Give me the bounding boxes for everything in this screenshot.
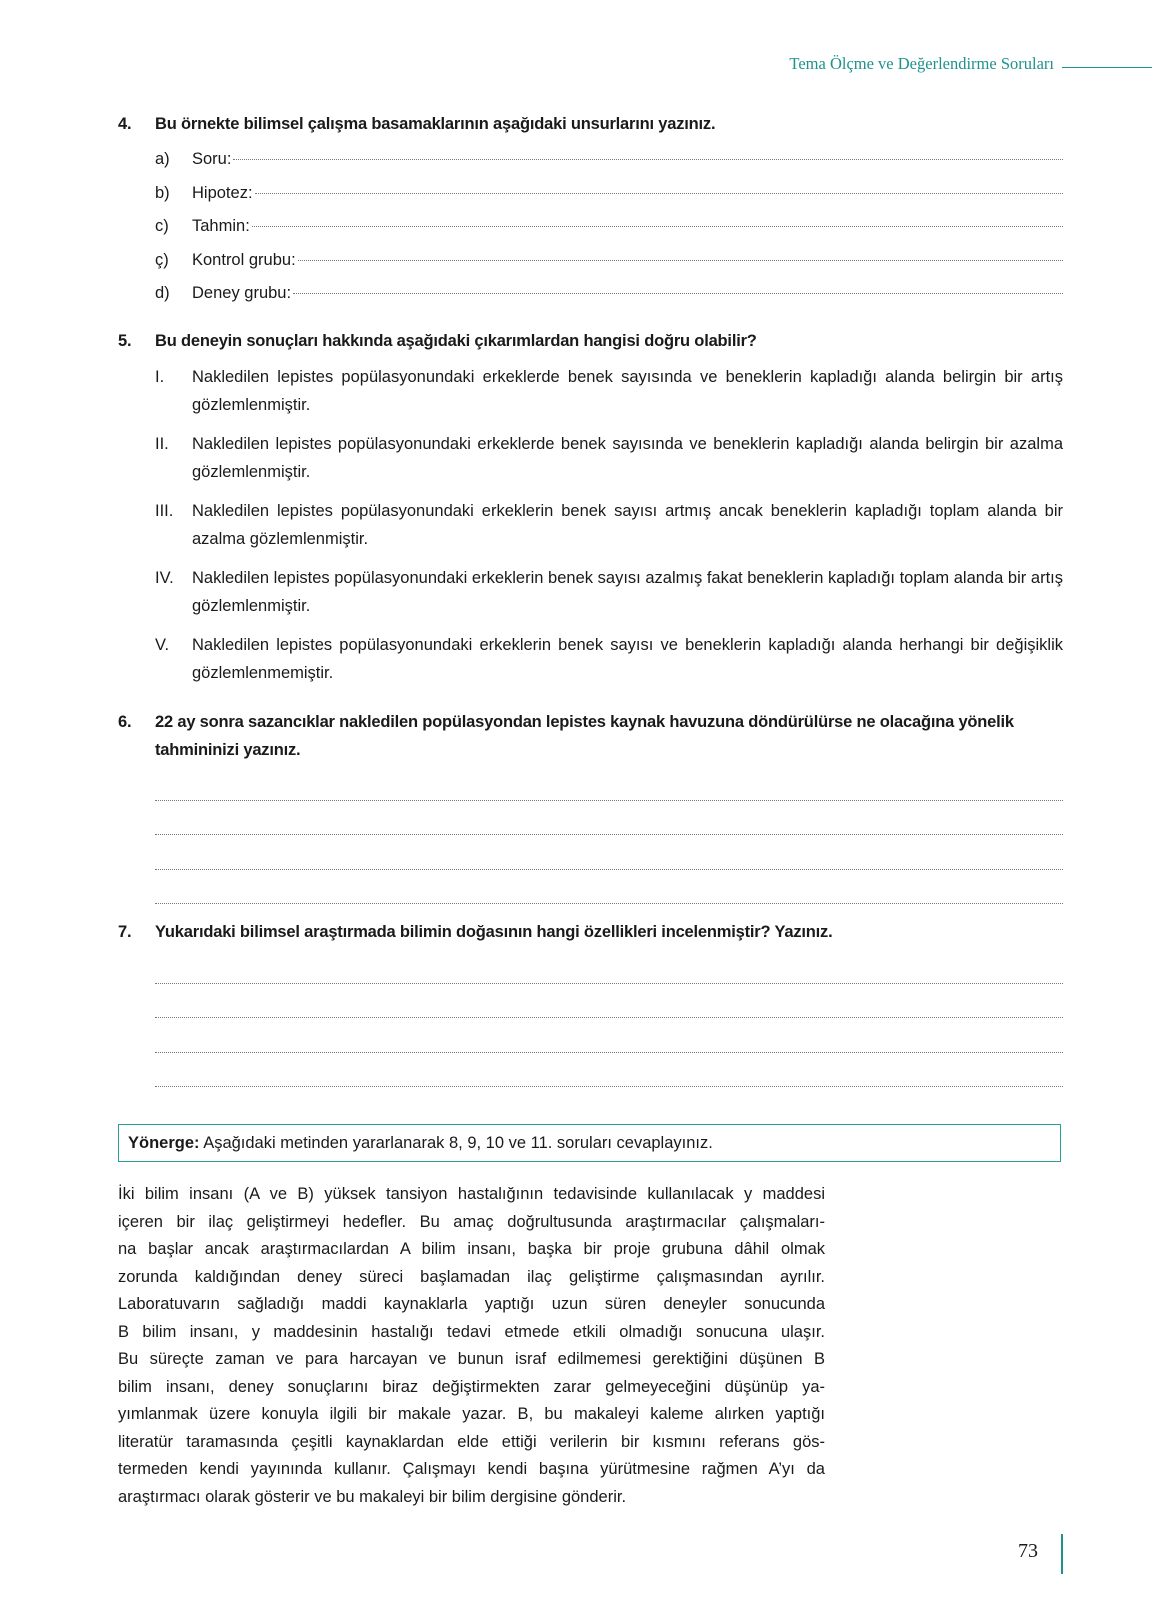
section-title: Tema Ölçme ve Değerlendirme Soruları [789,54,1054,73]
item-label: Hipotez: [192,183,253,202]
page-header [789,50,1152,74]
question-7 [118,918,1063,1087]
option-v [155,632,1063,687]
option-text: Nakledilen lepistes popülasyonundaki erkeklerde benek sayısında ve beneklerin kapladığı alanda belirgin bir artış gözlemlenmiştir. [192,368,1063,414]
fill-row-kontrol-grubu [155,244,1063,278]
passage-line: içeren bir ilaç geliştirmeyi hedefler. Bu amaç doğrultusunda araştırmacılar çalışmaları- [118,1212,825,1231]
question-4 [118,110,1063,311]
answer-line[interactable] [155,835,1063,870]
option-i [155,364,1063,419]
option-text: Nakledilen lepistes popülasyonundaki erkeklerde benek sayısında ve beneklerin kapladığı alanda belirgin bir azalma gözlemlenmiştir. [192,435,1063,481]
fill-row-soru [155,143,1063,177]
question-number: 4. [118,115,132,133]
item-letter: a) [155,150,170,168]
answer-line[interactable] [155,949,1063,984]
option-text: Nakledilen lepistes popülasyonundaki erkeklerin benek sayısı azalmış fakat beneklerin kapladığı toplam alanda bir artış gözlemlenmiştir. [192,569,1063,615]
header-rule [1062,67,1152,69]
answer-line[interactable] [155,801,1063,836]
answer-field-deney-grubu[interactable] [293,293,1063,294]
passage-line: termeden kendi yayınında kullanır. Çalışmayı kendi başına yürütmesine rağmen A’yı da [118,1460,825,1478]
question-text: Bu deneyin sonuçları hakkında aşağıdaki çıkarımlardan hangisi doğru olabilir? [155,332,757,350]
question-5 [118,327,1063,699]
option-iv [155,565,1063,620]
passage-line: Bu süreçte zaman ve para harcayan ve bunun israf edilmemesi gerektiğini düşünen B [118,1350,825,1368]
passage-line: B bilim insanı, y maddesinin hastalığı tedavi etmede etkili olmadığı sonucuna ulaşır. [118,1322,825,1341]
passage-line: İki bilim insanı (A ve B) yüksek tansiyon hastalığının tedavisinde kullanılacak y maddesi [118,1185,825,1203]
passage-line: Laboratuvarın sağladığı maddi kaynaklarla yaptığı uzun süren deneyler sonucunda [118,1295,825,1313]
question-number: 5. [118,332,132,350]
reading-passage [118,1181,825,1511]
option-iii [155,498,1063,553]
question-number: 7. [118,923,132,941]
instruction-box [118,1124,1061,1162]
answer-field-soru[interactable] [233,159,1063,160]
option-number: II. [155,435,169,453]
answer-field-tahmin[interactable] [252,226,1063,227]
item-label: Deney grubu: [192,284,292,302]
answer-line[interactable] [155,1018,1063,1053]
answer-field-hipotez[interactable] [255,193,1063,194]
page-number-bar [1061,1534,1063,1574]
option-text: Nakledilen lepistes popülasyonundaki erkeklerin benek sayısı artmış ancak beneklerin kapladığı toplam alanda bir azalma gözlemlenmiştir. [192,502,1063,548]
option-number: III. [155,502,174,520]
question-number: 6. [118,713,132,731]
option-list [155,364,1063,687]
fill-list [155,143,1063,311]
option-number: I. [155,368,165,386]
fill-row-tahmin [155,210,1063,244]
option-number: V. [155,636,170,654]
item-label: Soru: [192,150,232,168]
instruction-label: Yönerge: [128,1134,200,1152]
option-text: Nakledilen lepistes popülasyonundaki erkeklerin benek sayısı ve beneklerin kapladığı alanda herhangi bir değişiklik gözlemlenmemiştir. [192,636,1063,682]
instruction-text: Aşağıdaki metinden yararlanarak 8, 9, 10 ve 11. soruları cevaplayınız. [199,1134,713,1152]
item-letter: ç) [155,250,169,269]
question-text: 22 ay sonra sazancıklar nakledilen popülasyondan lepistes kaynak havuzuna döndürülürse ne olacağına yönelik tahmininizi yazınız. [155,713,1014,759]
page-number: 73 [1018,1540,1038,1562]
question-text: Yukarıdaki bilimsel araştırmada bilimin doğasının hangi özellikleri incelenmiştir? Yazınız. [155,923,833,941]
item-label: Kontrol grubu: [192,250,296,269]
fill-row-deney-grubu [155,277,1063,311]
item-letter: c) [155,217,169,235]
answer-line[interactable] [155,766,1063,801]
answer-field-kontrol-grubu[interactable] [298,260,1063,261]
passage-line: na başlar ancak araştırmacılardan A bilim insanı, başka bir proje grubuna dâhil olmak [118,1240,825,1258]
answer-line[interactable] [155,870,1063,905]
answer-area-6 [118,766,1063,904]
item-label: Tahmin: [192,217,250,235]
item-letter: d) [155,284,170,302]
passage-line: yımlanmak üzere konuyla ilgili bir makale yazar. B, bu makaleyi kaleme alırken yaptığı [118,1405,825,1423]
question-text: Bu örnekte bilimsel çalışma basamaklarının aşağıdaki unsurlarını yazınız. [155,115,716,133]
passage-line: literatür taramasında çeşitli kaynaklardan elde ettiği verilerin bir kısmını referans gös- [118,1432,825,1451]
option-ii [155,431,1063,486]
answer-line[interactable] [155,1053,1063,1088]
answer-area-7 [118,949,1063,1087]
fill-row-hipotez [155,177,1063,211]
item-letter: b) [155,183,170,202]
passage-line: bilim insanı, deney sonuçlarını biraz değiştirmekten zarar gelmeyeceğini düşünüp ya- [118,1377,825,1396]
answer-line[interactable] [155,984,1063,1019]
option-number: IV. [155,569,174,587]
question-6 [118,708,1063,904]
passage-line: zorunda kaldığından deney süreci başlamadan ilaç geliştirme çalışmasından ayrılır. [118,1267,825,1286]
passage-line: araştırmacı olarak gösterir ve bu makaleyi bir bilim dergisine gönderir. [118,1487,627,1506]
